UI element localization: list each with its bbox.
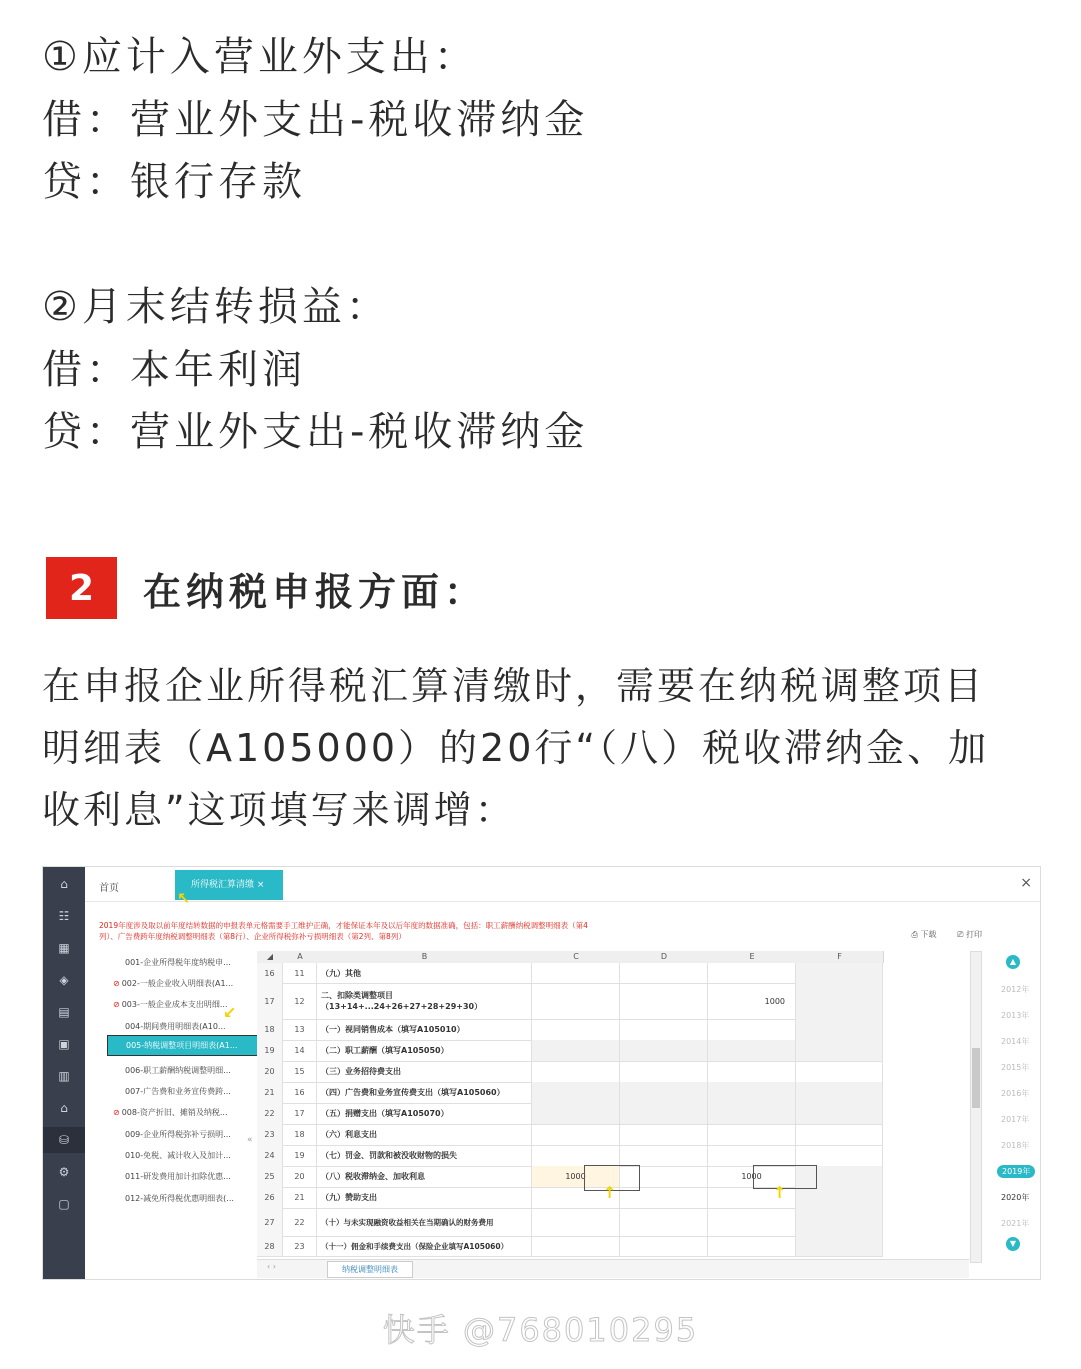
cell-c[interactable] xyxy=(532,1019,620,1040)
item-name: （十一）佣金和手续费支出（保险企业填写A105060） xyxy=(317,1236,532,1256)
corner-header: ◢ xyxy=(257,951,284,963)
vertical-scrollbar[interactable] xyxy=(970,951,982,1263)
table-row xyxy=(257,1103,883,1125)
tab-income-tax-settlement[interactable]: 所得税汇算清缴 × xyxy=(175,870,283,900)
credit-line-2: 贷：营业外支出-税收滞纳金 xyxy=(42,409,589,455)
heading-1: ①应计入营业外支出： xyxy=(42,34,478,80)
row-number: 20 xyxy=(257,1061,283,1082)
cell-f xyxy=(796,1103,883,1124)
cell-e xyxy=(708,1103,796,1124)
item-name: （四）广告费和业务宣传费支出（填写A105060） xyxy=(317,1082,532,1103)
arrow-annotation: ↙ xyxy=(223,1003,237,1022)
tree-item-label: 009-企业所得税弥补亏损明... xyxy=(125,1130,231,1139)
cell-e[interactable] xyxy=(708,1019,796,1040)
line-number: 17 xyxy=(283,1103,317,1124)
tree-item-label: 006-职工薪酬纳税调整明细... xyxy=(125,1066,231,1075)
cell-f xyxy=(796,1040,883,1061)
line-number: 21 xyxy=(283,1187,317,1208)
print-label: 打印 xyxy=(966,930,982,939)
cell-f[interactable] xyxy=(796,1124,883,1145)
cell-f xyxy=(796,983,883,1019)
row-number: 16 xyxy=(257,963,283,983)
notice-line: 列）、广告费跨年度纳税调整明细表（第8行）、企业所得税弥补亏损明细表（第2列、第8列） xyxy=(99,932,406,941)
bag-icon[interactable]: ◈ xyxy=(59,973,69,987)
cell-f[interactable] xyxy=(796,1145,883,1166)
download-button[interactable]: ⎙ 下载 xyxy=(911,930,937,939)
year-item-selected[interactable]: 2019年 xyxy=(997,1165,1035,1178)
year-item[interactable]: 2016年 xyxy=(1001,1089,1030,1098)
tree-item-label: 010-免税、减计收入及加计... xyxy=(125,1151,231,1160)
building-icon[interactable]: ⌂ xyxy=(60,1101,68,1115)
home-icon[interactable]: ⌂ xyxy=(60,877,68,891)
warning-icon: ⊘ xyxy=(113,1108,120,1117)
doc-icon[interactable]: ▤ xyxy=(58,1005,70,1019)
cell-e[interactable] xyxy=(708,1236,796,1256)
cell-f xyxy=(796,963,883,983)
cell-f[interactable] xyxy=(796,1061,883,1082)
cell-c[interactable] xyxy=(532,1145,620,1166)
tree-item-label: 002-一般企业收入明细表(A1... xyxy=(121,979,234,988)
tree-item[interactable] xyxy=(125,1171,231,1182)
stamp-icon[interactable]: ⛁ xyxy=(43,1127,85,1153)
year-item[interactable]: 2018年 xyxy=(1001,1141,1030,1150)
cell-e[interactable] xyxy=(708,1124,796,1145)
cell-f xyxy=(796,1236,883,1256)
item-name: （九）其他 xyxy=(317,963,532,983)
cell-e[interactable]: 1000 xyxy=(708,1166,796,1187)
gift-icon[interactable]: ▥ xyxy=(58,1069,70,1083)
paragraph-line: 明细表（A105000）的20行“（八）税收滞纳金、加 xyxy=(42,726,990,770)
item-name: 二、扣除类调整项目（13+14+...24+26+27+28+29+30） xyxy=(317,983,532,1019)
arrow-annotation: ↑ xyxy=(603,1183,617,1202)
row-number: 23 xyxy=(257,1124,283,1145)
item-name: （十）与未实现融资收益相关在当期确认的财务费用 xyxy=(317,1208,532,1236)
item-name: （六）利息支出 xyxy=(317,1124,532,1145)
cell-f xyxy=(796,1208,883,1236)
item-name: （一）视同销售成本（填写A105010） xyxy=(317,1019,532,1040)
column-header: A xyxy=(283,951,318,963)
row-number: 26 xyxy=(257,1187,283,1208)
row-number: 28 xyxy=(257,1236,283,1256)
section-number-badge: 2 xyxy=(46,557,117,619)
tree-item-label: 003-一般企业成本支出明细... xyxy=(121,1000,228,1009)
tree-item-label: 004-期间费用明细表(A10... xyxy=(125,1022,226,1031)
line-number: 13 xyxy=(283,1019,317,1040)
year-item[interactable]: 2020年 xyxy=(1001,1193,1030,1202)
home-tab[interactable]: 首页 xyxy=(99,883,119,894)
line-number: 12 xyxy=(283,983,317,1019)
cell-d[interactable] xyxy=(620,1236,708,1256)
notice-text xyxy=(99,920,699,942)
scrollbar-thumb[interactable] xyxy=(972,1048,980,1108)
tree-item[interactable] xyxy=(125,1065,231,1076)
cell-d[interactable] xyxy=(620,963,708,983)
collapse-tree-icon[interactable]: « xyxy=(247,1135,253,1145)
chevron-up-icon[interactable]: ▲ xyxy=(1006,955,1020,969)
download-label: 下载 xyxy=(920,930,937,939)
notice-line: 2019年度涉及取以前年度结转数据的申报表单元格需要手工维护正确，才能保证本年及以后年度的数据准确，包括：职工薪酬纳税调整明细表（第4 xyxy=(99,921,588,930)
chart-icon[interactable]: ▦ xyxy=(58,941,70,955)
year-item[interactable]: 2013年 xyxy=(1001,1011,1030,1020)
table-row xyxy=(257,1040,883,1062)
cell-f xyxy=(796,1187,883,1208)
sheet-tab-bar xyxy=(257,1259,969,1278)
heading-2: ②月末结转损益： xyxy=(42,284,390,330)
section-title: 在纳税申报方面： xyxy=(143,569,488,614)
left-nav xyxy=(43,867,85,1279)
table-row xyxy=(257,1019,883,1041)
tree-item[interactable] xyxy=(125,1021,226,1032)
year-item[interactable]: 2012年 xyxy=(1001,985,1030,994)
table-row xyxy=(257,1187,883,1209)
explanation-paragraph xyxy=(42,655,1042,841)
column-header: C xyxy=(532,951,621,963)
cell-e[interactable]: 1000 xyxy=(708,983,796,1019)
line-number: 22 xyxy=(283,1208,317,1236)
tree-item-label: 008-资产折旧、摊销及纳税... xyxy=(121,1108,228,1117)
debit-line-1: 借：营业外支出-税收滞纳金 xyxy=(42,97,589,143)
settings-icon[interactable]: ⚙ xyxy=(58,1165,70,1179)
cell-c[interactable] xyxy=(532,1124,620,1145)
line-number: 23 xyxy=(283,1236,317,1256)
cell-c[interactable] xyxy=(532,983,620,1019)
cell-d[interactable] xyxy=(620,1208,708,1236)
line-number: 14 xyxy=(283,1040,317,1061)
tree-item[interactable] xyxy=(125,1129,231,1140)
tree-item-label: 007-广告费和业务宣传费跨... xyxy=(125,1087,231,1096)
item-name: （九）赞助支出 xyxy=(317,1187,532,1208)
cell-f xyxy=(796,1019,883,1040)
row-number: 19 xyxy=(257,1040,283,1061)
section-header xyxy=(46,557,487,619)
year-item[interactable]: 2021年 xyxy=(1001,1219,1030,1228)
table-row xyxy=(257,983,883,1020)
year-item[interactable]: 2015年 xyxy=(1001,1063,1030,1072)
watermark: 快手 @768010295 xyxy=(382,1311,699,1349)
column-header: E xyxy=(708,951,797,963)
line-number: 18 xyxy=(283,1124,317,1145)
sheet-tab[interactable]: 纳税调整明细表 xyxy=(327,1261,413,1278)
close-icon[interactable]: × xyxy=(1020,875,1032,891)
data-grid xyxy=(257,951,883,1263)
tree-item-selected[interactable] xyxy=(107,1035,267,1056)
cell-d[interactable] xyxy=(620,1124,708,1145)
cell-c xyxy=(532,1040,620,1061)
cell-e[interactable] xyxy=(708,1208,796,1236)
row-number: 21 xyxy=(257,1082,283,1103)
toolbar xyxy=(894,929,982,940)
export-icon[interactable]: ▢ xyxy=(58,1197,70,1211)
table-row xyxy=(257,1145,883,1167)
cell-c[interactable] xyxy=(532,963,620,983)
cell-e xyxy=(708,1040,796,1061)
table-row xyxy=(257,1082,883,1104)
arrow-annotation: ↑ xyxy=(773,1183,787,1202)
tree-item-label: 005-纳税调整项目明细表(A1... xyxy=(126,1041,238,1050)
item-name: （三）业务招待费支出 xyxy=(317,1061,532,1082)
table-row xyxy=(257,1208,883,1237)
line-number: 16 xyxy=(283,1082,317,1103)
credit-line-1: 贷：银行存款 xyxy=(42,159,306,205)
table-row xyxy=(257,963,883,984)
cell-e[interactable] xyxy=(708,1061,796,1082)
cell-d[interactable] xyxy=(620,1019,708,1040)
chevron-down-icon[interactable]: ▼ xyxy=(1006,1237,1020,1251)
cell-d xyxy=(620,1082,708,1103)
debit-line-2: 借：本年利润 xyxy=(42,347,306,393)
line-number: 19 xyxy=(283,1145,317,1166)
cell-c[interactable] xyxy=(532,1208,620,1236)
sheet-nav-icon[interactable]: ‹ › xyxy=(267,1262,276,1271)
cell-c[interactable]: 1000 xyxy=(532,1166,620,1187)
cell-d[interactable] xyxy=(620,1061,708,1082)
cell-d[interactable] xyxy=(620,1145,708,1166)
cell-d xyxy=(620,1040,708,1061)
form-icon[interactable]: ☷ xyxy=(58,909,70,923)
arrow-annotation: ↖ xyxy=(177,889,191,908)
cell-c xyxy=(532,1103,620,1124)
table-row xyxy=(257,1236,883,1257)
cell-d[interactable] xyxy=(620,983,708,1019)
item-name: （二）职工薪酬（填写A105050） xyxy=(317,1040,532,1061)
column-header: B xyxy=(317,951,533,963)
tree-item[interactable] xyxy=(113,978,233,989)
row-number: 18 xyxy=(257,1019,283,1040)
paragraph-line: 收利息”这项填写来调增： xyxy=(42,788,516,832)
table-row xyxy=(257,1061,883,1083)
tree-item[interactable] xyxy=(125,1150,231,1161)
cell-f xyxy=(796,1082,883,1103)
item-name: （五）捐赠支出（填写A105070） xyxy=(317,1103,532,1124)
column-header: F xyxy=(796,951,884,963)
warning-icon: ⊘ xyxy=(113,1000,120,1009)
row-number: 24 xyxy=(257,1145,283,1166)
row-number: 25 xyxy=(257,1166,283,1187)
cell-c xyxy=(532,1082,620,1103)
row-number: 17 xyxy=(257,983,283,1019)
warning-icon: ⊘ xyxy=(113,979,120,988)
tree-item[interactable] xyxy=(125,1086,231,1097)
row-number: 27 xyxy=(257,1208,283,1236)
item-name: （八）税收滞纳金、加收利息 xyxy=(317,1166,532,1187)
line-number: 11 xyxy=(283,963,317,983)
line-number: 20 xyxy=(283,1166,317,1187)
cell-e xyxy=(708,1082,796,1103)
tree-item[interactable] xyxy=(125,957,231,968)
cell-e[interactable] xyxy=(708,1145,796,1166)
item-name: （七）罚金、罚款和被没收财物的损失 xyxy=(317,1145,532,1166)
line-number: 15 xyxy=(283,1061,317,1082)
tree-item-label: 011-研发费用加计扣除优惠... xyxy=(125,1172,231,1181)
top-tab-bar xyxy=(85,867,1040,902)
row-number: 22 xyxy=(257,1103,283,1124)
paragraph-line: 在申报企业所得税汇算清缴时，需要在纳税调整项目 xyxy=(42,664,986,708)
tree-item[interactable] xyxy=(113,999,228,1010)
tree-item[interactable] xyxy=(125,1193,234,1204)
year-item[interactable]: 2017年 xyxy=(1001,1115,1030,1124)
table-row xyxy=(257,1124,883,1146)
cell-c[interactable] xyxy=(532,1236,620,1256)
column-header: D xyxy=(620,951,709,963)
cell-c[interactable] xyxy=(532,1061,620,1082)
tree-item-label: 001-企业所得税年度纳税申... xyxy=(125,958,231,967)
print-button[interactable]: ⎚ 打印 xyxy=(957,930,982,939)
tree-item[interactable] xyxy=(113,1107,228,1118)
year-item[interactable]: 2014年 xyxy=(1001,1037,1030,1046)
cell-d xyxy=(620,1103,708,1124)
report-icon[interactable]: ▣ xyxy=(58,1037,70,1051)
tax-software-screenshot xyxy=(42,866,1041,1280)
cell-e[interactable] xyxy=(708,963,796,983)
tree-item-label: 012-减免所得税优惠明细表(... xyxy=(125,1194,234,1203)
